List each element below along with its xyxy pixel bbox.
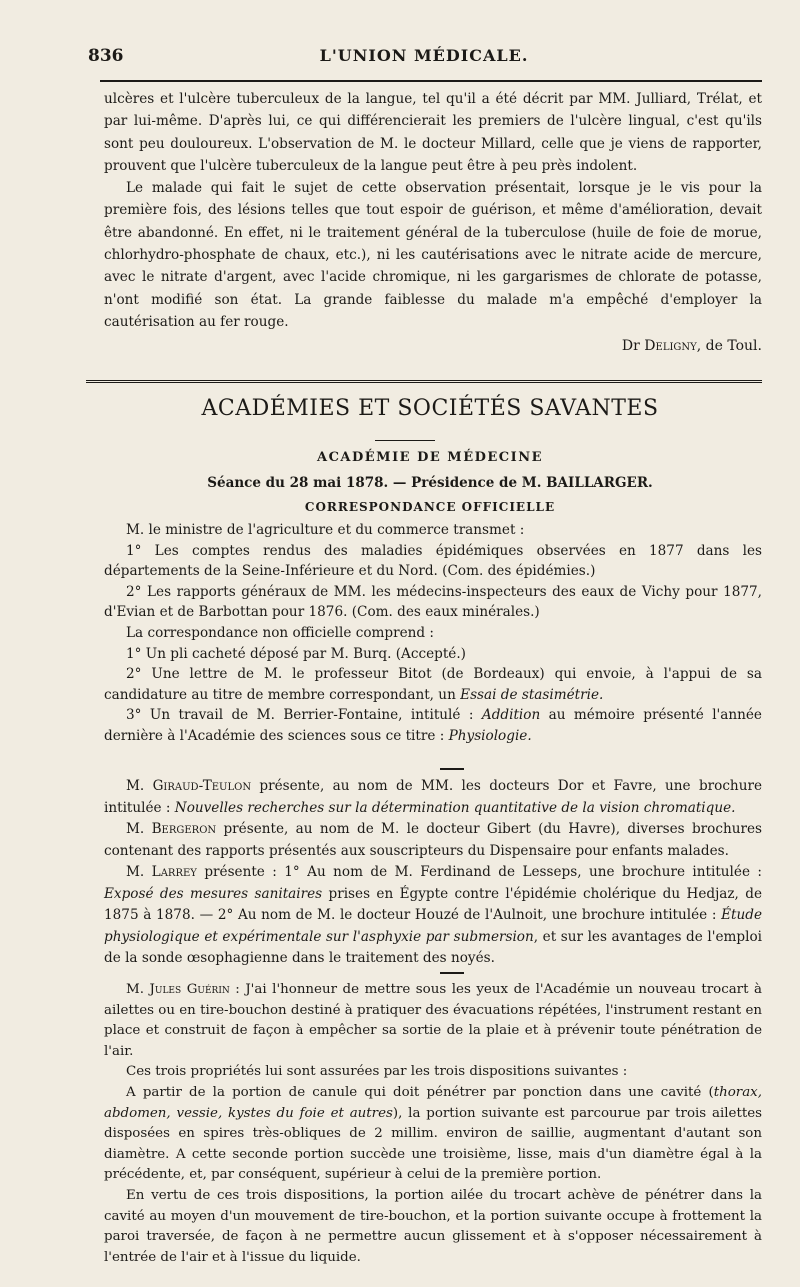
nonofficial-item-3-mid: au mémoire présenté l'année dernière à l'Académie des sciences sous ce titre : bbox=[104, 707, 762, 744]
presentation-3-text-b: prises en Égypte contre l'épidémie cholérique du Hedjaz, de 1875 à 1878. — 2° Au nom de M. le docteur Houzé de l'Aulnoit, une brochure intitulée : bbox=[104, 885, 762, 923]
nonofficial-heading: La correspondance non officielle comprend : bbox=[126, 624, 435, 641]
presentation-1-name: M. Giraud-Teulon bbox=[126, 778, 252, 794]
page-number: 836 bbox=[88, 46, 124, 66]
presentation-2 bbox=[104, 819, 762, 862]
presentation-3-title-a: Exposé des mesures sanitaires bbox=[104, 885, 323, 902]
signature-place: , de Toul. bbox=[696, 338, 762, 355]
presentation-3 bbox=[104, 862, 762, 970]
signature-title: Dr bbox=[621, 338, 640, 355]
presentation-1-title: Nouvelles recherches sur la détermination quantitative de la vision chromatique. bbox=[174, 799, 736, 816]
guerin-text-3b: ), la portion suivante est parcourue par trois ailettes disposées en spires très-obliques de 2 millim. environ de saillie, augmentant d'autant son diamètre. A cette seconde portion succède une troisième, lisse, mais d'un diamètre égal à la précédente, et, par conséquent, supérieur à celui de la première portion. bbox=[104, 1105, 762, 1183]
correspondence-intro: M. le ministre de l'agriculture et du commerce transmet : bbox=[126, 522, 525, 538]
nonofficial-item-3-title-2: Physiologie. bbox=[448, 727, 532, 744]
nonofficial-item-3-title-1: Addition bbox=[481, 707, 541, 724]
running-header bbox=[88, 46, 760, 76]
presentation-3-title-b: Étude physiologique et expérimentale sur l'asphyxie par submersion bbox=[104, 907, 762, 945]
guerin-text-1: : J'ai l'honneur de mettre sous les yeux de l'Académie un nouveau trocart à ailettes ou en tire-bouchon destiné à pratiquer des évacuations répétées, l'instrument restant en place et construit de façon à empêcher sa sortie de la plaie et à prévenir toute pénétration de l'air. bbox=[104, 982, 762, 1059]
presentation-1-text: présente, au nom de MM. les docteurs Dor et Favre, une brochure intitulée : bbox=[104, 778, 762, 816]
academy-heading: ACADÉMIE DE MÉDECINE bbox=[316, 450, 543, 465]
correspondence-section bbox=[104, 520, 762, 747]
separator-2 bbox=[440, 972, 464, 974]
correspondence-item-1: 1° Les comptes rendus des maladies épidémiques observées en 1877 dans les départements de la Seine-Inférieure et du Nord. (Com. des épidémies.) bbox=[104, 542, 762, 580]
nonofficial-item-3 bbox=[104, 705, 762, 746]
correspondence-item-2: 2° Les rapports généraux de MM. les médecins-inspecteurs des eaux de Vichy pour 1877, d'Evian et de Barbottan pour 1876. (Com. des eaux minérales.) bbox=[104, 583, 762, 621]
guerin-paragraph-2: Ces trois propriétés lui sont assurées par les trois dispositions suivantes : bbox=[126, 1064, 628, 1080]
correspondence-heading: CORRESPONDANCE OFFICIELLE bbox=[304, 500, 556, 514]
nonofficial-item-1: 1° Un pli cacheté déposé par M. Burq. (Accepté.) bbox=[126, 645, 466, 662]
presentation-3-name: M. Larrey bbox=[126, 864, 197, 880]
presentation-2-text: présente, au nom de M. le docteur Gibert (du Havre), diverses brochures contenant des rapports présentés aux souscripteurs du Dispensaire pour enfants malades. bbox=[104, 821, 762, 859]
guerin-text-3a: A partir de la portion de canule qui doit pénétrer par ponction dans une cavité ( bbox=[126, 1084, 714, 1100]
intro-paragraph-1: ulcères et l'ulcère tuberculeux de la langue, tel qu'il a été décrit par MM. Julliard, Trélat, et par lui-même. D'après lui, ce qui différencierait les premiers de l'ulcère lingual, c'est qu'ils sont peu douloureux. L'observation de M. le docteur Millard, celle que je viens de rapporter, prouvent que l'ulcère tuberculeux de la langue peut être à peu près indolent. bbox=[104, 91, 762, 174]
presentations-section bbox=[104, 776, 762, 970]
header-rule bbox=[100, 80, 762, 82]
nonofficial-item-2-text: 2° Une lettre de M. le professeur Bitot (de Bordeaux) qui envoie, à l'appui de sa candidature au titre de membre correspondant, un bbox=[104, 666, 762, 703]
guerin-paragraph-4: En vertu de ces trois dispositions, la portion ailée du trocart achève de pénétrer dans la cavité au moyen d'un mouvement de tire-bouchon, et la portion suivante occupe à frottement la paroi traversée, de façon à ne permettre aucun glissement et à s'opposer nécessairement à l'entrée de l'air et à l'issue du liquide. bbox=[104, 1187, 762, 1265]
guerin-paragraph-3 bbox=[104, 1083, 762, 1186]
intro-section bbox=[104, 88, 762, 358]
nonofficial-item-2 bbox=[104, 664, 762, 705]
guerin-paragraph-1 bbox=[104, 980, 762, 1062]
guerin-section bbox=[104, 980, 762, 1268]
guerin-name: M. Jules Guérin bbox=[126, 982, 230, 997]
signature-name: Deligny bbox=[644, 338, 697, 355]
section-title: ACADÉMIES ET SOCIÉTÉS SAVANTES bbox=[201, 396, 659, 421]
journal-title: L'UNION MÉDICALE. bbox=[319, 46, 529, 65]
separator-1 bbox=[440, 768, 464, 770]
title-underline bbox=[375, 440, 435, 441]
session-heading: Séance du 28 mai 1878. — Présidence de M. BAILLARGER. bbox=[207, 475, 653, 491]
presentation-1 bbox=[104, 776, 762, 819]
nonofficial-item-2-title: Essai de stasimétrie. bbox=[460, 686, 604, 703]
signature bbox=[104, 335, 762, 357]
nonofficial-item-3-text: 3° Un travail de M. Berrier-Fontaine, intitulé : bbox=[126, 707, 482, 724]
presentation-3-text-a: présente : 1° Au nom de M. Ferdinand de Lesseps, une brochure intitulée : bbox=[196, 864, 762, 880]
intro-paragraph-2: Le malade qui fait le sujet de cette observation présentait, lorsque je le vis pour la première fois, des lésions telles que tout espoir de guérison, et même d'amélioration, devait être abandonné. En effet, ni le traitement général de la tuberculose (huile de foie de morue, chlorhydro-phosphate de chaux, etc.), ni les cautérisations avec le nitrate acide de mercure, avec le nitrate d'argent, avec l'acide chromique, ni les gargarismes de chlorate de potasse, n'ont modifié son état. La grande faiblesse du malade m'a empêché d'employer la cautérisation au fer rouge. bbox=[104, 180, 762, 330]
presentation-2-name: M. Bergeron bbox=[126, 821, 217, 837]
presentation-3-text-c: , et sur les avantages de l'emploi de la sonde œsophagienne dans le traitement des noyés. bbox=[104, 928, 762, 966]
guerin-text-3-italic: thorax, abdomen, vessie, kystes du foie et autres bbox=[104, 1084, 762, 1121]
section-rule bbox=[86, 380, 762, 383]
